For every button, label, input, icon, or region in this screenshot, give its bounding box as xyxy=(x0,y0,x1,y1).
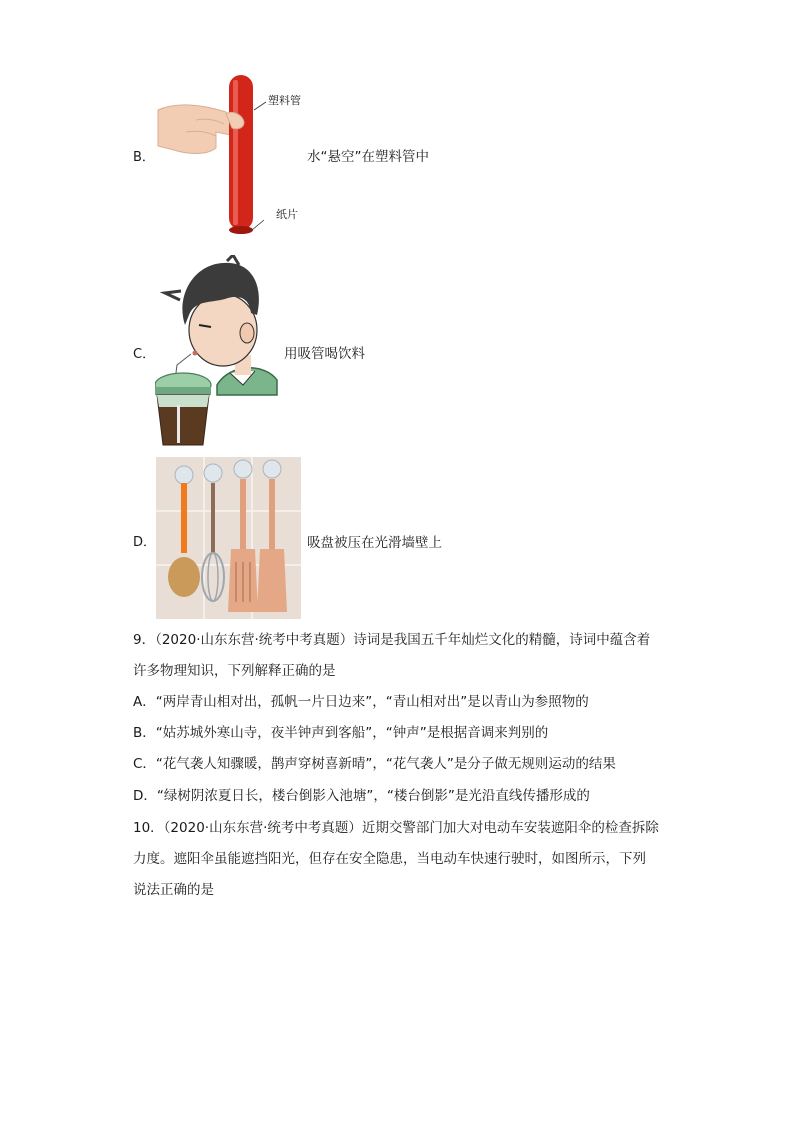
q9-option-c: C．“花气袭人知骤暖，鹊声穿树喜新晴”，“花气袭人”是分子做无规则运动的结果 xyxy=(133,756,616,772)
tube-figure xyxy=(156,70,306,240)
tube-label: 塑料管 xyxy=(268,94,301,107)
suction-hooks-image xyxy=(156,457,301,619)
q9-stem-line2: 许多物理知识，下列解释正确的是 xyxy=(133,663,336,679)
suction-figure xyxy=(156,457,301,619)
q10-stem-line1: 10．（2020·山东东营·统考中考真题）近期交警部门加大对电动车安装遮阳伞的检查拆除 xyxy=(133,820,659,836)
option-b-caption: 水“悬空”在塑料管中 xyxy=(307,149,429,165)
drinking-figure xyxy=(155,255,280,450)
q10-stem-line2: 力度。遮阳伞虽能遮挡阳光，但存在安全隐患，当电动车快速行驶时，如图所示，下列 xyxy=(133,851,646,867)
option-c-letter: C． xyxy=(133,347,156,362)
option-c-caption: 用吸管喝饮料 xyxy=(284,346,365,362)
paper-label: 纸片 xyxy=(276,208,298,221)
boy-drinking-image xyxy=(155,255,280,450)
q9-stem-line1: 9．（2020·山东东营·统考中考真题）诗词是我国五千年灿烂文化的精髓，诗词中蕴含着 xyxy=(133,632,651,648)
q9-option-a: A．“两岸青山相对出，孤帆一片日边来”，“青山相对出”是以青山为参照物的 xyxy=(133,694,589,710)
option-d-caption: 吸盘被压在光滑墙壁上 xyxy=(307,535,442,551)
option-d-letter: D． xyxy=(133,535,157,550)
option-b-letter: B． xyxy=(133,150,155,165)
q9-option-b: B．“姑苏城外寒山寺，夜半钟声到客船”，“钟声”是根据音调来判别的 xyxy=(133,725,549,741)
q9-option-d: D．“绿树阴浓夏日长，楼台倒影入池塘”，“楼台倒影”是光沿直线传播形成的 xyxy=(133,788,590,804)
q10-stem-line3: 说法正确的是 xyxy=(133,882,214,898)
